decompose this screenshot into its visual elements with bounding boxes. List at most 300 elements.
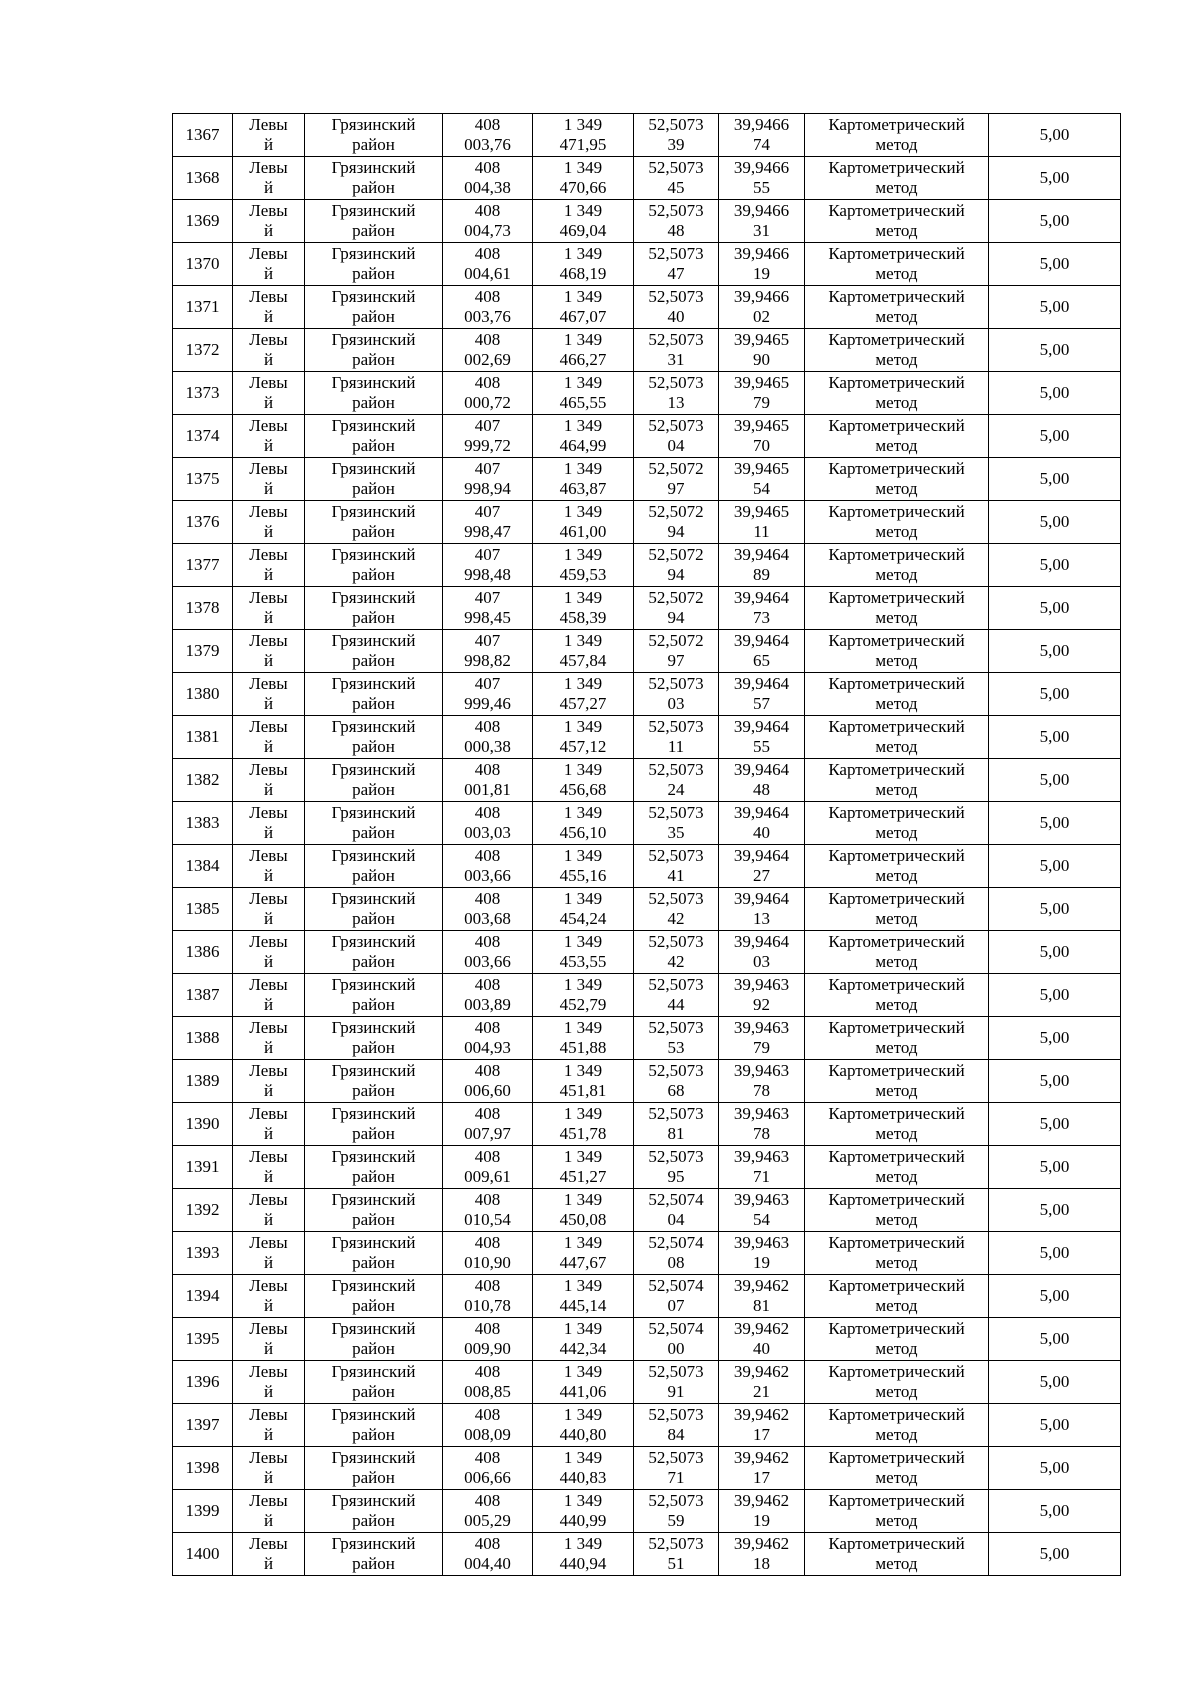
x-coordinate-line: 998,48: [464, 565, 511, 584]
point-number-cell: 1373: [173, 372, 233, 415]
method-line: метод: [875, 694, 918, 713]
latitude-line: 52,5073: [648, 1405, 704, 1424]
longitude-cell: [719, 1146, 805, 1189]
y-coordinate-cell: [533, 1017, 634, 1060]
longitude-line: 39,9465: [733, 330, 790, 349]
side-line: Левы: [249, 1190, 288, 1209]
method-line: метод: [875, 307, 918, 326]
x-coordinate-cell: [443, 501, 533, 544]
longitude-line: 73: [753, 608, 770, 627]
accuracy-cell: 5,00: [989, 1361, 1121, 1404]
table-row: [173, 759, 1121, 802]
y-coordinate-line: 1 349: [563, 803, 603, 822]
x-coordinate-cell: [443, 673, 533, 716]
y-coordinate-cell: [533, 243, 634, 286]
district-cell: [305, 673, 443, 716]
longitude-cell: [719, 845, 805, 888]
side-line: Левы: [249, 674, 288, 693]
side-cell: [233, 157, 305, 200]
side-cell: [233, 200, 305, 243]
x-coordinate-line: 408: [474, 330, 501, 349]
district-line: район: [352, 995, 395, 1014]
side-line: Левы: [249, 459, 288, 478]
y-coordinate-line: 451,78: [559, 1124, 607, 1143]
accuracy-cell: 5,00: [989, 630, 1121, 673]
longitude-line: 89: [753, 565, 770, 584]
x-coordinate-cell: [443, 716, 533, 759]
method-cell: [805, 673, 989, 716]
y-coordinate-line: 1 349: [563, 631, 603, 650]
latitude-cell: [634, 802, 719, 845]
district-line: район: [352, 1081, 395, 1100]
side-line: Левы: [249, 330, 288, 349]
method-line: метод: [875, 264, 918, 283]
point-number-cell: 1388: [173, 1017, 233, 1060]
latitude-line: 53: [667, 1038, 685, 1057]
point-number-cell: 1379: [173, 630, 233, 673]
method-line: метод: [875, 737, 918, 756]
latitude-line: 52,5073: [648, 373, 704, 392]
longitude-cell: [719, 458, 805, 501]
district-line: Грязинский: [331, 932, 416, 951]
point-number-cell: 1397: [173, 1404, 233, 1447]
method-cell: [805, 200, 989, 243]
latitude-line: 52,5074: [648, 1190, 704, 1209]
district-cell: [305, 1404, 443, 1447]
longitude-cell: [719, 1060, 805, 1103]
side-cell: [233, 501, 305, 544]
method-cell: [805, 1060, 989, 1103]
district-cell: [305, 1060, 443, 1103]
longitude-line: 39,9462: [733, 1534, 790, 1553]
district-line: Грязинский: [331, 846, 416, 865]
x-coordinate-line: 407: [474, 545, 501, 564]
latitude-line: 52,5073: [648, 201, 704, 220]
latitude-line: 52,5073: [648, 416, 704, 435]
accuracy-cell: 5,00: [989, 1275, 1121, 1318]
latitude-cell: [634, 544, 719, 587]
method-cell: [805, 630, 989, 673]
y-coordinate-cell: [533, 1103, 634, 1146]
latitude-line: 52,5072: [648, 545, 704, 564]
side-line: й: [263, 436, 274, 455]
y-coordinate-cell: [533, 200, 634, 243]
side-line: й: [263, 780, 274, 799]
y-coordinate-line: 1 349: [563, 932, 603, 951]
side-line: Левы: [249, 631, 288, 650]
accuracy-cell: 5,00: [989, 587, 1121, 630]
longitude-line: 81: [753, 1296, 770, 1315]
longitude-line: 17: [753, 1468, 770, 1487]
accuracy-cell: 5,00: [989, 1318, 1121, 1361]
longitude-line: 57: [753, 694, 770, 713]
method-line: Картометрический: [828, 1233, 965, 1252]
latitude-cell: [634, 888, 719, 931]
x-coordinate-line: 408: [474, 1319, 501, 1338]
method-cell: [805, 802, 989, 845]
y-coordinate-line: 1 349: [563, 201, 603, 220]
latitude-cell: [634, 501, 719, 544]
method-cell: [805, 1017, 989, 1060]
x-coordinate-line: 408: [474, 1491, 501, 1510]
latitude-line: 59: [667, 1511, 685, 1530]
y-coordinate-cell: [533, 415, 634, 458]
y-coordinate-line: 457,27: [559, 694, 607, 713]
latitude-cell: [634, 1232, 719, 1275]
point-number-cell: 1398: [173, 1447, 233, 1490]
district-line: район: [352, 1124, 395, 1143]
district-line: Грязинский: [331, 330, 416, 349]
district-line: район: [352, 178, 395, 197]
x-coordinate-cell: [443, 1361, 533, 1404]
latitude-cell: [634, 1533, 719, 1576]
district-line: район: [352, 135, 395, 154]
point-number-cell: 1400: [173, 1533, 233, 1576]
latitude-line: 97: [667, 479, 685, 498]
latitude-line: 40: [667, 307, 685, 326]
accuracy-cell: 5,00: [989, 974, 1121, 1017]
y-coordinate-cell: [533, 974, 634, 1017]
side-cell: [233, 243, 305, 286]
longitude-line: 39,9462: [733, 1491, 790, 1510]
table-body: [173, 114, 1121, 1576]
side-line: й: [263, 1511, 274, 1530]
table-row: [173, 544, 1121, 587]
x-coordinate-line: 003,68: [464, 909, 511, 928]
accuracy-cell: 5,00: [989, 716, 1121, 759]
longitude-line: 27: [753, 866, 770, 885]
latitude-line: 94: [667, 565, 685, 584]
table-row: [173, 802, 1121, 845]
latitude-cell: [634, 587, 719, 630]
point-number-cell: 1374: [173, 415, 233, 458]
side-line: й: [263, 264, 274, 283]
district-cell: [305, 1146, 443, 1189]
longitude-cell: [719, 802, 805, 845]
y-coordinate-line: 440,99: [559, 1511, 607, 1530]
latitude-cell: [634, 114, 719, 157]
latitude-line: 52,5072: [648, 459, 704, 478]
method-cell: [805, 1447, 989, 1490]
latitude-line: 52,5073: [648, 803, 704, 822]
side-line: Левы: [249, 1405, 288, 1424]
longitude-line: 17: [753, 1425, 770, 1444]
longitude-line: 39,9464: [733, 932, 790, 951]
longitude-cell: [719, 1404, 805, 1447]
method-line: метод: [875, 995, 918, 1014]
method-line: Картометрический: [828, 1405, 965, 1424]
y-coordinate-line: 1 349: [563, 244, 603, 263]
latitude-line: 52,5073: [648, 1018, 704, 1037]
x-coordinate-cell: [443, 458, 533, 501]
side-line: Левы: [249, 1147, 288, 1166]
side-line: Левы: [249, 760, 288, 779]
district-line: Грязинский: [331, 1104, 416, 1123]
y-coordinate-cell: [533, 716, 634, 759]
district-cell: [305, 1447, 443, 1490]
method-line: Картометрический: [828, 1319, 965, 1338]
latitude-cell: [634, 1490, 719, 1533]
y-coordinate-line: 1 349: [563, 1104, 603, 1123]
side-cell: [233, 544, 305, 587]
latitude-cell: [634, 630, 719, 673]
latitude-line: 95: [667, 1167, 685, 1186]
side-line: Левы: [249, 545, 288, 564]
district-line: район: [352, 1339, 395, 1358]
y-coordinate-cell: [533, 1490, 634, 1533]
method-line: Картометрический: [828, 201, 965, 220]
x-coordinate-cell: [443, 372, 533, 415]
method-cell: [805, 974, 989, 1017]
latitude-cell: [634, 1275, 719, 1318]
point-number-cell: 1390: [173, 1103, 233, 1146]
district-line: Грязинский: [331, 244, 416, 263]
table-row: [173, 114, 1121, 157]
table-row: [173, 200, 1121, 243]
y-coordinate-cell: [533, 1060, 634, 1103]
x-coordinate-line: 407: [474, 631, 501, 650]
latitude-line: 07: [667, 1296, 685, 1315]
x-coordinate-line: 004,38: [464, 178, 511, 197]
longitude-line: 90: [753, 350, 770, 369]
longitude-line: 39,9462: [733, 1362, 790, 1381]
y-coordinate-line: 456,10: [559, 823, 607, 842]
side-cell: [233, 1189, 305, 1232]
table-row: [173, 1447, 1121, 1490]
x-coordinate-line: 408: [474, 115, 501, 134]
method-line: метод: [875, 393, 918, 412]
longitude-cell: [719, 888, 805, 931]
y-coordinate-cell: [533, 1232, 634, 1275]
x-coordinate-line: 408: [474, 1147, 501, 1166]
latitude-cell: [634, 1146, 719, 1189]
latitude-cell: [634, 673, 719, 716]
method-cell: [805, 759, 989, 802]
latitude-line: 35: [667, 823, 685, 842]
method-line: Картометрический: [828, 502, 965, 521]
y-coordinate-line: 459,53: [559, 565, 607, 584]
side-line: й: [263, 1210, 274, 1229]
y-coordinate-line: 1 349: [563, 1319, 603, 1338]
x-coordinate-line: 407: [474, 502, 501, 521]
district-line: район: [352, 350, 395, 369]
longitude-line: 31: [753, 221, 770, 240]
x-coordinate-line: 408: [474, 1061, 501, 1080]
district-line: район: [352, 221, 395, 240]
y-coordinate-cell: [533, 587, 634, 630]
method-line: метод: [875, 866, 918, 885]
accuracy-cell: 5,00: [989, 501, 1121, 544]
longitude-cell: [719, 200, 805, 243]
method-line: метод: [875, 608, 918, 627]
coordinates-table: [172, 113, 1121, 1576]
district-line: район: [352, 264, 395, 283]
side-line: й: [263, 1124, 274, 1143]
x-coordinate-line: 004,40: [464, 1554, 511, 1573]
longitude-cell: [719, 931, 805, 974]
district-cell: [305, 1017, 443, 1060]
point-number-cell: 1394: [173, 1275, 233, 1318]
accuracy-cell: 5,00: [989, 888, 1121, 931]
table-row: [173, 1318, 1121, 1361]
latitude-line: 52,5073: [648, 330, 704, 349]
method-line: Картометрический: [828, 932, 965, 951]
district-line: Грязинский: [331, 1276, 416, 1295]
side-line: Левы: [249, 1319, 288, 1338]
y-coordinate-line: 451,88: [559, 1038, 607, 1057]
method-line: Картометрический: [828, 1362, 965, 1381]
x-coordinate-cell: [443, 802, 533, 845]
y-coordinate-cell: [533, 1189, 634, 1232]
y-coordinate-line: 452,79: [559, 995, 607, 1014]
y-coordinate-line: 440,94: [559, 1554, 607, 1573]
method-line: метод: [875, 1554, 918, 1573]
district-line: Грязинский: [331, 287, 416, 306]
table-row: [173, 1060, 1121, 1103]
x-coordinate-line: 408: [474, 1104, 501, 1123]
longitude-cell: [719, 157, 805, 200]
y-coordinate-cell: [533, 802, 634, 845]
side-line: й: [263, 522, 274, 541]
x-coordinate-line: 009,90: [464, 1339, 511, 1358]
district-cell: [305, 931, 443, 974]
longitude-cell: [719, 372, 805, 415]
side-line: Левы: [249, 1491, 288, 1510]
district-line: район: [352, 780, 395, 799]
side-line: й: [263, 1382, 274, 1401]
latitude-line: 51: [667, 1554, 685, 1573]
method-line: метод: [875, 135, 918, 154]
side-line: й: [263, 221, 274, 240]
table-row: [173, 587, 1121, 630]
district-cell: [305, 415, 443, 458]
x-coordinate-cell: [443, 1232, 533, 1275]
method-line: Картометрический: [828, 631, 965, 650]
x-coordinate-line: 408: [474, 201, 501, 220]
side-line: Левы: [249, 158, 288, 177]
longitude-line: 55: [753, 737, 770, 756]
district-cell: [305, 1189, 443, 1232]
y-coordinate-line: 451,27: [559, 1167, 607, 1186]
longitude-cell: [719, 1232, 805, 1275]
district-cell: [305, 544, 443, 587]
longitude-line: 19: [753, 1511, 770, 1530]
side-line: Левы: [249, 201, 288, 220]
longitude-line: 71: [753, 1167, 770, 1186]
y-coordinate-line: 1 349: [563, 1534, 603, 1553]
longitude-line: 18: [753, 1554, 770, 1573]
x-coordinate-line: 002,69: [464, 350, 511, 369]
y-coordinate-line: 1 349: [563, 416, 603, 435]
side-cell: [233, 1060, 305, 1103]
district-line: Грязинский: [331, 1018, 416, 1037]
method-line: Картометрический: [828, 975, 965, 994]
x-coordinate-line: 408: [474, 760, 501, 779]
side-line: Левы: [249, 1276, 288, 1295]
accuracy-cell: 5,00: [989, 802, 1121, 845]
side-cell: [233, 716, 305, 759]
side-cell: [233, 286, 305, 329]
side-line: Левы: [249, 1534, 288, 1553]
district-line: район: [352, 307, 395, 326]
x-coordinate-cell: [443, 845, 533, 888]
method-line: Картометрический: [828, 1534, 965, 1553]
point-number-cell: 1380: [173, 673, 233, 716]
y-coordinate-line: 1 349: [563, 373, 603, 392]
x-coordinate-line: 408: [474, 373, 501, 392]
method-line: метод: [875, 1339, 918, 1358]
side-line: Левы: [249, 717, 288, 736]
side-cell: [233, 458, 305, 501]
y-coordinate-line: 1 349: [563, 1491, 603, 1510]
point-number-cell: 1381: [173, 716, 233, 759]
x-coordinate-line: 004,93: [464, 1038, 511, 1057]
longitude-cell: [719, 1189, 805, 1232]
latitude-line: 94: [667, 522, 685, 541]
latitude-cell: [634, 1189, 719, 1232]
side-line: й: [263, 1339, 274, 1358]
district-line: район: [352, 1425, 395, 1444]
x-coordinate-cell: [443, 1404, 533, 1447]
district-line: Грязинский: [331, 631, 416, 650]
district-line: Грязинский: [331, 717, 416, 736]
y-coordinate-cell: [533, 931, 634, 974]
method-line: метод: [875, 1425, 918, 1444]
latitude-line: 52,5073: [648, 158, 704, 177]
method-cell: [805, 501, 989, 544]
district-line: район: [352, 866, 395, 885]
x-coordinate-line: 010,90: [464, 1253, 511, 1272]
y-coordinate-cell: [533, 1275, 634, 1318]
latitude-line: 71: [667, 1468, 685, 1487]
latitude-line: 04: [667, 436, 685, 455]
side-line: й: [263, 995, 274, 1014]
x-coordinate-cell: [443, 1275, 533, 1318]
latitude-cell: [634, 845, 719, 888]
method-line: метод: [875, 178, 918, 197]
district-cell: [305, 200, 443, 243]
method-line: метод: [875, 436, 918, 455]
longitude-line: 78: [753, 1081, 770, 1100]
latitude-line: 52,5073: [648, 717, 704, 736]
method-cell: [805, 1103, 989, 1146]
district-cell: [305, 1275, 443, 1318]
method-cell: [805, 931, 989, 974]
side-cell: [233, 630, 305, 673]
longitude-cell: [719, 501, 805, 544]
y-coordinate-line: 455,16: [559, 866, 607, 885]
longitude-line: 39,9466: [733, 287, 790, 306]
side-line: Левы: [249, 1448, 288, 1467]
longitude-line: 92: [753, 995, 770, 1014]
table-row: [173, 1404, 1121, 1447]
x-coordinate-cell: [443, 587, 533, 630]
accuracy-cell: 5,00: [989, 1533, 1121, 1576]
x-coordinate-line: 004,73: [464, 221, 511, 240]
latitude-line: 42: [667, 909, 685, 928]
method-line: Картометрический: [828, 158, 965, 177]
method-line: Картометрический: [828, 1190, 965, 1209]
y-coordinate-line: 463,87: [559, 479, 607, 498]
table-row: [173, 372, 1121, 415]
latitude-line: 52,5073: [648, 287, 704, 306]
longitude-line: 39,9463: [733, 1190, 790, 1209]
method-line: Картометрический: [828, 373, 965, 392]
district-line: район: [352, 651, 395, 670]
y-coordinate-line: 1 349: [563, 1233, 603, 1252]
side-line: й: [263, 307, 274, 326]
side-cell: [233, 1232, 305, 1275]
